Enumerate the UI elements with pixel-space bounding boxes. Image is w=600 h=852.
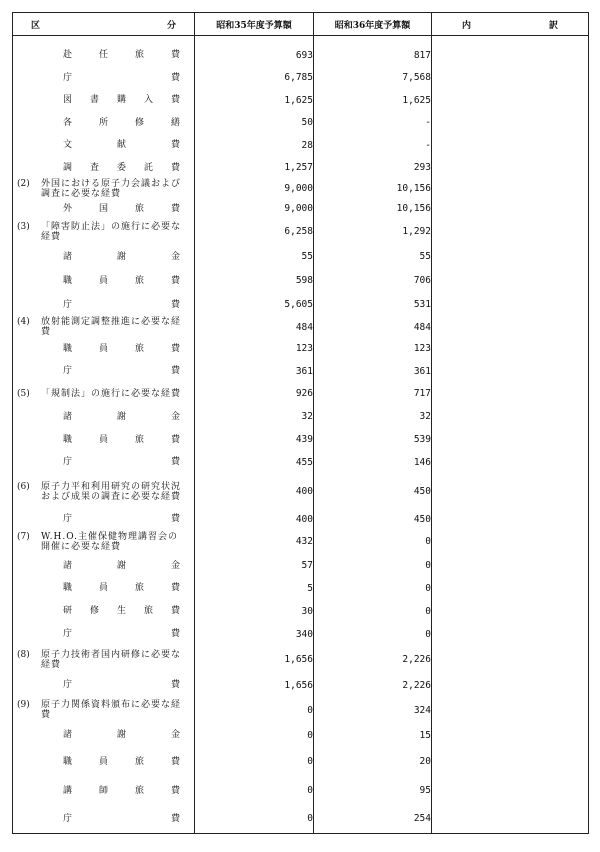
subitem-label: 庁 費	[63, 72, 180, 83]
breakdown-cell	[432, 67, 589, 89]
budget-subitem-row	[13, 724, 589, 747]
budget-item-row	[13, 317, 589, 338]
subitem-label: 庁 費	[63, 813, 180, 824]
fy35-amount: 598	[195, 269, 314, 293]
breakdown-cell	[432, 36, 589, 67]
row-label	[13, 179, 195, 199]
budget-subitem-row	[13, 269, 589, 293]
fy35-amount: 484	[195, 317, 314, 338]
fy36-amount: 123	[314, 338, 432, 360]
header-fy36-budget: 昭和36年度予算額	[314, 13, 432, 36]
fy35-amount: 6,785	[195, 67, 314, 89]
breakdown-cell	[432, 89, 589, 112]
fy36-amount: -	[314, 134, 432, 157]
table-body	[13, 36, 589, 834]
subitem-label: 職 員 旅 費	[63, 343, 180, 354]
breakdown-cell	[432, 269, 589, 293]
breakdown-cell	[432, 529, 589, 555]
fy35-amount: 50	[195, 112, 314, 134]
row-label	[13, 646, 195, 674]
fy36-amount: 2,226	[314, 674, 432, 697]
fy36-amount: 293	[314, 157, 432, 179]
fy35-amount: 361	[195, 360, 314, 383]
breakdown-cell	[432, 600, 589, 623]
row-label	[13, 338, 195, 360]
row-label	[13, 112, 195, 134]
budget-subitem-row	[13, 36, 589, 67]
fy36-amount: -	[314, 112, 432, 134]
subitem-label: 庁 費	[63, 366, 180, 376]
fy35-amount: 439	[195, 429, 314, 451]
subitem-label: 図 書 購 入 費	[63, 95, 180, 105]
row-label	[13, 317, 195, 338]
subitem-label: 庁 費	[63, 299, 180, 310]
fy36-amount: 0	[314, 555, 432, 577]
budget-subitem-row	[13, 338, 589, 360]
item-number: (2)	[17, 178, 30, 189]
fy36-amount: 55	[314, 245, 432, 269]
fy35-amount: 0	[195, 697, 314, 724]
budget-item-row	[13, 697, 589, 724]
budget-item-row	[13, 474, 589, 510]
budget-subitem-row	[13, 623, 589, 646]
subitem-label: 職 員 旅 費	[63, 275, 180, 286]
fy35-amount: 28	[195, 134, 314, 157]
fy36-amount: 484	[314, 317, 432, 338]
row-label	[13, 555, 195, 577]
item-label: 原子力技術者国内研修に必要な経費	[41, 649, 182, 670]
item-number: (6)	[17, 481, 30, 492]
subitem-label: 諸 謝 金	[63, 560, 180, 571]
header-breakdown: 内 訳	[432, 13, 589, 36]
row-label	[13, 577, 195, 600]
fy35-amount: 9,000	[195, 179, 314, 199]
item-number: (4)	[17, 317, 30, 327]
subitem-label: 諸 謝 金	[63, 411, 180, 422]
breakdown-cell	[432, 405, 589, 429]
subitem-label: 庁 費	[63, 457, 180, 467]
budget-subitem-row	[13, 510, 589, 529]
subitem-label: 調 査 委 託 費	[63, 162, 180, 173]
budget-subitem-row	[13, 405, 589, 429]
fy36-amount: 361	[314, 360, 432, 383]
budget-item-row	[13, 219, 589, 245]
budget-subitem-row	[13, 451, 589, 474]
budget-subitem-row	[13, 360, 589, 383]
budget-subitem-row	[13, 577, 589, 600]
breakdown-cell	[432, 805, 589, 834]
budget-subitem-row	[13, 600, 589, 623]
fy35-amount: 1,656	[195, 646, 314, 674]
fy36-amount: 7,568	[314, 67, 432, 89]
row-label	[13, 600, 195, 623]
subitem-label: 諸 謝 金	[63, 730, 180, 740]
breakdown-cell	[432, 157, 589, 179]
item-label: 「規制法」の施行に必要な経費	[41, 388, 182, 399]
breakdown-cell	[432, 383, 589, 405]
fy35-amount: 926	[195, 383, 314, 405]
subitem-label: 研 修 生 旅 費	[63, 606, 180, 616]
row-label	[13, 529, 195, 555]
item-label: W.H.O.主催保健物理講習会の開催に必要な経費	[41, 531, 178, 552]
fy36-amount: 706	[314, 269, 432, 293]
breakdown-cell	[432, 134, 589, 157]
item-number: (7)	[17, 531, 30, 542]
fy35-amount: 9,000	[195, 199, 314, 219]
header-category: 区 分	[13, 13, 195, 36]
budget-table	[12, 12, 589, 834]
fy36-amount: 20	[314, 747, 432, 777]
row-label	[13, 360, 195, 383]
row-label	[13, 405, 195, 429]
breakdown-cell	[432, 179, 589, 199]
fy35-amount: 6,258	[195, 219, 314, 245]
subitem-label: 職 員 旅 費	[63, 756, 180, 767]
breakdown-cell	[432, 199, 589, 219]
budget-subitem-row	[13, 805, 589, 834]
item-number: (3)	[17, 221, 30, 232]
breakdown-cell	[432, 697, 589, 724]
row-label	[13, 451, 195, 474]
item-label: 放射能測定調整推進に必要な経費	[41, 317, 182, 337]
breakdown-cell	[432, 646, 589, 674]
breakdown-cell	[432, 674, 589, 697]
subitem-label: 庁 費	[63, 680, 180, 690]
budget-subitem-row	[13, 67, 589, 89]
budget-subitem-row	[13, 429, 589, 451]
breakdown-cell	[432, 747, 589, 777]
fy36-amount: 539	[314, 429, 432, 451]
subitem-label: 赴 任 旅 費	[63, 50, 180, 61]
row-label	[13, 157, 195, 179]
budget-subitem-row	[13, 674, 589, 697]
fy36-amount: 0	[314, 623, 432, 646]
row-label	[13, 724, 195, 747]
row-label	[13, 269, 195, 293]
subitem-label: 庁 費	[63, 514, 180, 524]
fy36-amount: 254	[314, 805, 432, 834]
fy35-amount: 0	[195, 805, 314, 834]
budget-subitem-row	[13, 777, 589, 805]
row-label	[13, 674, 195, 697]
fy36-amount: 0	[314, 577, 432, 600]
row-label	[13, 777, 195, 805]
budget-item-row	[13, 529, 589, 555]
fy36-amount: 15	[314, 724, 432, 747]
breakdown-cell	[432, 555, 589, 577]
fy36-amount: 1,625	[314, 89, 432, 112]
fy35-amount: 1,625	[195, 89, 314, 112]
fy35-amount: 32	[195, 405, 314, 429]
fy35-amount: 455	[195, 451, 314, 474]
breakdown-cell	[432, 360, 589, 383]
fy36-amount: 817	[314, 36, 432, 67]
budget-subitem-row	[13, 293, 589, 317]
item-label: 原子力関係資料頒布に必要な経費	[41, 700, 182, 720]
row-label	[13, 510, 195, 529]
fy36-amount: 95	[314, 777, 432, 805]
row-label	[13, 134, 195, 157]
row-label	[13, 805, 195, 834]
fy35-amount: 1,257	[195, 157, 314, 179]
fy36-amount: 0	[314, 600, 432, 623]
row-label	[13, 383, 195, 405]
fy36-amount: 2,226	[314, 646, 432, 674]
budget-item-row	[13, 383, 589, 405]
fy35-amount: 693	[195, 36, 314, 67]
breakdown-cell	[432, 219, 589, 245]
breakdown-cell	[432, 510, 589, 529]
row-label	[13, 199, 195, 219]
subitem-label: 外 国 旅 費	[63, 203, 180, 214]
table-header	[13, 13, 589, 36]
item-label: 外国における原子力会議および調査に必要な経費	[41, 178, 182, 199]
fy36-amount: 0	[314, 529, 432, 555]
budget-item-row	[13, 179, 589, 199]
row-label	[13, 474, 195, 510]
breakdown-cell	[432, 338, 589, 360]
breakdown-cell	[432, 429, 589, 451]
budget-subitem-row	[13, 134, 589, 157]
item-label: 原子力平和利用研究の研究状況および成果の調査に必要な経費	[41, 481, 182, 502]
subitem-label: 各 所 修 繕	[63, 117, 180, 128]
breakdown-cell	[432, 724, 589, 747]
item-label: 「障害防止法」の施行に必要な経費	[41, 221, 182, 242]
fy35-amount: 5	[195, 577, 314, 600]
subitem-label: 文 献 費	[63, 140, 180, 150]
row-label	[13, 219, 195, 245]
budget-sheet	[12, 12, 588, 840]
row-label	[13, 245, 195, 269]
breakdown-cell	[432, 451, 589, 474]
fy35-amount: 55	[195, 245, 314, 269]
fy36-amount: 450	[314, 510, 432, 529]
budget-subitem-row	[13, 199, 589, 219]
breakdown-cell	[432, 245, 589, 269]
fy35-amount: 432	[195, 529, 314, 555]
budget-subitem-row	[13, 89, 589, 112]
budget-subitem-row	[13, 747, 589, 777]
subitem-label: 庁 費	[63, 629, 180, 639]
row-label	[13, 293, 195, 317]
fy36-amount: 10,156	[314, 179, 432, 199]
row-label	[13, 697, 195, 724]
budget-item-row	[13, 646, 589, 674]
row-label	[13, 89, 195, 112]
fy35-amount: 400	[195, 474, 314, 510]
fy35-amount: 123	[195, 338, 314, 360]
fy35-amount: 0	[195, 724, 314, 747]
subitem-label: 講 師 旅 費	[63, 785, 180, 796]
item-number: (8)	[17, 649, 30, 660]
row-label	[13, 67, 195, 89]
budget-subitem-row	[13, 112, 589, 134]
row-label	[13, 36, 195, 67]
fy35-amount: 57	[195, 555, 314, 577]
item-number: (5)	[17, 388, 30, 399]
fy35-amount: 340	[195, 623, 314, 646]
breakdown-cell	[432, 577, 589, 600]
fy36-amount: 717	[314, 383, 432, 405]
breakdown-cell	[432, 293, 589, 317]
row-label	[13, 747, 195, 777]
row-label	[13, 429, 195, 451]
fy36-amount: 10,156	[314, 199, 432, 219]
fy36-amount: 146	[314, 451, 432, 474]
fy35-amount: 0	[195, 777, 314, 805]
breakdown-cell	[432, 317, 589, 338]
subitem-label: 職 員 旅 費	[63, 583, 180, 593]
header-fy35-budget: 昭和35年度予算額	[195, 13, 314, 36]
fy35-amount: 1,656	[195, 674, 314, 697]
budget-subitem-row	[13, 157, 589, 179]
row-label	[13, 623, 195, 646]
budget-subitem-row	[13, 555, 589, 577]
fy36-amount: 32	[314, 405, 432, 429]
fy36-amount: 531	[314, 293, 432, 317]
fy36-amount: 1,292	[314, 219, 432, 245]
fy35-amount: 400	[195, 510, 314, 529]
breakdown-cell	[432, 112, 589, 134]
fy35-amount: 5,605	[195, 293, 314, 317]
subitem-label: 諸 謝 金	[63, 251, 180, 262]
breakdown-cell	[432, 623, 589, 646]
fy36-amount: 450	[314, 474, 432, 510]
fy36-amount: 324	[314, 697, 432, 724]
fy35-amount: 0	[195, 747, 314, 777]
budget-subitem-row	[13, 245, 589, 269]
breakdown-cell	[432, 777, 589, 805]
fy35-amount: 30	[195, 600, 314, 623]
item-number: (9)	[17, 700, 30, 710]
subitem-label: 職 員 旅 費	[63, 434, 180, 445]
breakdown-cell	[432, 474, 589, 510]
